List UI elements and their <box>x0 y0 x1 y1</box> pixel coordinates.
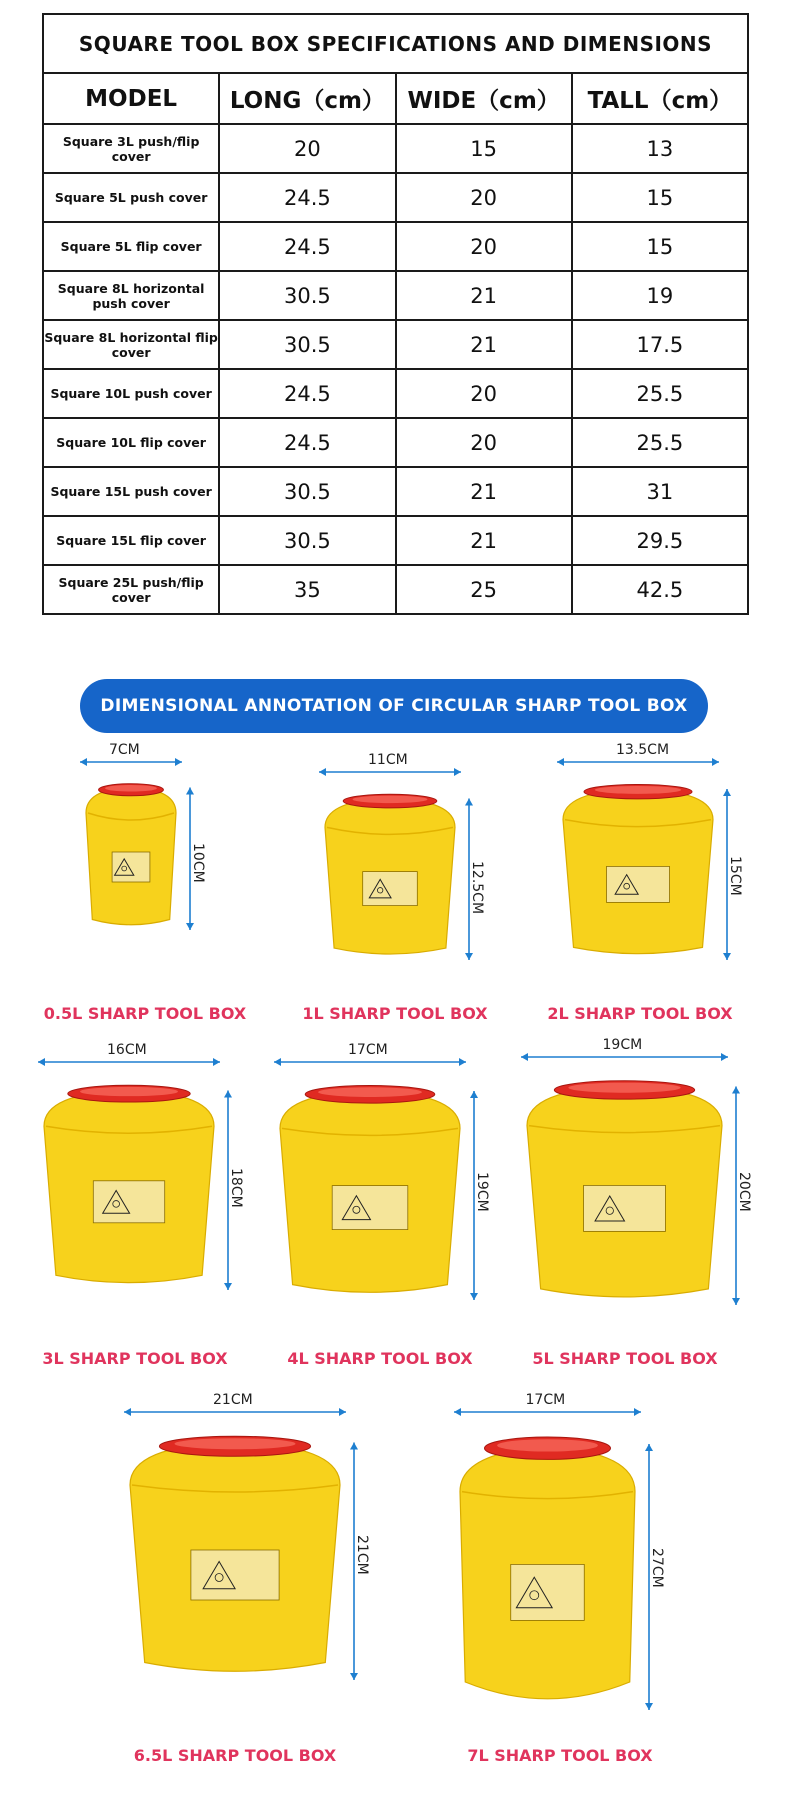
cell-wide: 21 <box>396 467 572 516</box>
arrow-head-top <box>186 788 194 795</box>
cell-tall: 31 <box>572 467 748 516</box>
height-dimension-label: 21CM <box>354 1535 370 1575</box>
cell-wide: 20 <box>396 369 572 418</box>
table-row <box>43 124 748 173</box>
hazard-label <box>112 852 150 882</box>
height-dimension-label: 27CM <box>649 1547 665 1588</box>
cell-wide: 21 <box>396 516 572 565</box>
cell-tall: 13 <box>572 124 748 173</box>
lid-highlight <box>105 785 157 792</box>
height-dimension-label: 10CM <box>190 843 206 883</box>
cell-long: 24.5 <box>219 173 395 222</box>
product-caption: 1L SHARP TOOL BOX <box>302 1004 488 1023</box>
cell-tall: 25.5 <box>572 418 748 467</box>
product-caption: 6.5L SHARP TOOL BOX <box>133 1746 337 1765</box>
cell-long: 24.5 <box>219 369 395 418</box>
cell-tall: 25.5 <box>572 369 748 418</box>
arrow-head-right <box>721 1053 728 1061</box>
cell-long: 20 <box>219 124 395 173</box>
spec-table <box>42 13 749 615</box>
arrow-head-right <box>712 758 719 766</box>
header-model: MODEL <box>43 73 219 124</box>
width-dimension-label: 21CM <box>213 1392 253 1408</box>
arrow-head-left <box>557 758 564 766</box>
height-dimension-label: 20CM <box>736 1171 752 1212</box>
height-dimension-label: 19CM <box>474 1172 490 1213</box>
header-long: LONG（cm） <box>219 73 395 124</box>
cell-long: 35 <box>219 565 395 614</box>
header-wide: WIDE（cm） <box>396 73 572 124</box>
hazard-label <box>332 1186 408 1230</box>
cell-wide: 21 <box>396 271 572 320</box>
arrow-head-bottom <box>224 1283 232 1290</box>
table-row <box>43 516 748 565</box>
cell-long: 30.5 <box>219 516 395 565</box>
cell-tall: 19 <box>572 271 748 320</box>
hazard-label <box>93 1181 164 1223</box>
hazard-label <box>191 1550 279 1600</box>
cell-model: Square 10L push cover <box>43 369 219 418</box>
arrow-head-bottom <box>465 953 473 960</box>
table-row <box>43 173 748 222</box>
width-dimension-label: 16CM <box>107 1042 147 1058</box>
arrow-head-bottom <box>350 1673 358 1680</box>
arrow-head-top <box>645 1444 653 1451</box>
arrow-head-left <box>38 1058 45 1066</box>
lid-highlight <box>353 796 428 803</box>
arrow-head-left <box>521 1053 528 1061</box>
arrow-head-bottom <box>732 1298 740 1305</box>
table-row <box>43 222 748 271</box>
lid-highlight <box>318 1087 422 1097</box>
table-row <box>43 565 748 614</box>
arrow-head-right <box>339 1408 346 1416</box>
product-caption: 0.5L SHARP TOOL BOX <box>43 1004 247 1023</box>
width-dimension-label: 13.5CM <box>616 742 670 758</box>
arrow-head-right <box>454 768 461 776</box>
product-caption: 2L SHARP TOOL BOX <box>547 1004 733 1023</box>
product-caption: 7L SHARP TOOL BOX <box>467 1746 653 1765</box>
cell-wide: 20 <box>396 222 572 271</box>
cell-long: 30.5 <box>219 271 395 320</box>
width-dimension-label: 7CM <box>109 742 140 758</box>
lid-highlight <box>568 1083 680 1093</box>
cell-wide: 20 <box>396 418 572 467</box>
height-dimension-label: 12.5CM <box>469 861 485 915</box>
arrow-head-bottom <box>723 953 731 960</box>
arrow-head-right <box>213 1058 220 1066</box>
table-header-row <box>43 73 748 124</box>
height-dimension-label: 18CM <box>228 1168 244 1208</box>
arrow-head-bottom <box>470 1293 478 1300</box>
arrow-head-left <box>80 758 87 766</box>
arrow-head-left <box>319 768 326 776</box>
lid-highlight <box>175 1438 296 1449</box>
width-dimension-label: 11CM <box>368 752 408 768</box>
arrow-head-right <box>459 1058 466 1066</box>
cell-long: 30.5 <box>219 467 395 516</box>
arrow-head-left <box>274 1058 281 1066</box>
lid-highlight <box>497 1439 598 1451</box>
width-dimension-label: 17CM <box>525 1392 566 1408</box>
arrow-head-top <box>732 1087 740 1094</box>
cell-model: Square 8L horizontal flip cover <box>43 320 219 369</box>
hazard-label <box>607 866 670 902</box>
cell-model: Square 15L push cover <box>43 467 219 516</box>
cell-wide: 21 <box>396 320 572 369</box>
product-caption: 4L SHARP TOOL BOX <box>287 1349 473 1368</box>
table-row <box>43 467 748 516</box>
table-title: SQUARE TOOL BOX SPECIFICATIONS AND DIMENSIONS <box>43 14 748 73</box>
cell-model: Square 10L flip cover <box>43 418 219 467</box>
hazard-label <box>363 872 418 906</box>
lid-highlight <box>595 786 681 794</box>
arrow-head-top <box>350 1443 358 1450</box>
product-caption: 5L SHARP TOOL BOX <box>532 1349 718 1368</box>
cell-tall: 17.5 <box>572 320 748 369</box>
arrow-head-top <box>224 1091 232 1098</box>
arrow-head-top <box>723 789 731 796</box>
arrow-head-bottom <box>645 1703 653 1710</box>
hazard-label <box>511 1564 585 1620</box>
cell-tall: 29.5 <box>572 516 748 565</box>
arrow-head-top <box>470 1091 478 1098</box>
cell-model: Square 5L push cover <box>43 173 219 222</box>
arrow-head-left <box>124 1408 131 1416</box>
cell-wide: 20 <box>396 173 572 222</box>
cell-tall: 15 <box>572 222 748 271</box>
sharps-container-illustration <box>66 740 236 950</box>
table-row <box>43 271 748 320</box>
section-title: DIMENSIONAL ANNOTATION OF CIRCULAR SHARP TOOL BOX <box>100 696 688 716</box>
table-row <box>43 369 748 418</box>
arrow-head-right <box>175 758 182 766</box>
arrow-head-bottom <box>186 923 194 930</box>
lid-highlight <box>80 1087 178 1096</box>
arrow-head-left <box>454 1408 461 1416</box>
cell-tall: 15 <box>572 173 748 222</box>
table-row <box>43 320 748 369</box>
cell-wide: 25 <box>396 565 572 614</box>
width-dimension-label: 17CM <box>348 1042 388 1058</box>
cell-long: 30.5 <box>219 320 395 369</box>
arrow-head-top <box>465 799 473 806</box>
cell-long: 24.5 <box>219 222 395 271</box>
width-dimension-label: 19CM <box>602 1037 643 1053</box>
product-caption: 3L SHARP TOOL BOX <box>42 1349 228 1368</box>
cell-model: Square 8L horizontal push cover <box>43 271 219 320</box>
table-row <box>43 418 748 467</box>
arrow-head-right <box>634 1408 641 1416</box>
hazard-label <box>584 1185 666 1231</box>
section-title-banner <box>80 679 708 733</box>
cell-model: Square 5L flip cover <box>43 222 219 271</box>
cell-wide: 15 <box>396 124 572 173</box>
cell-model: Square 3L push/flip cover <box>43 124 219 173</box>
cell-model: Square 25L push/flip cover <box>43 565 219 614</box>
height-dimension-label: 15CM <box>727 855 743 896</box>
header-tall: TALL（cm） <box>572 73 748 124</box>
cell-long: 24.5 <box>219 418 395 467</box>
cell-tall: 42.5 <box>572 565 748 614</box>
cell-model: Square 15L flip cover <box>43 516 219 565</box>
